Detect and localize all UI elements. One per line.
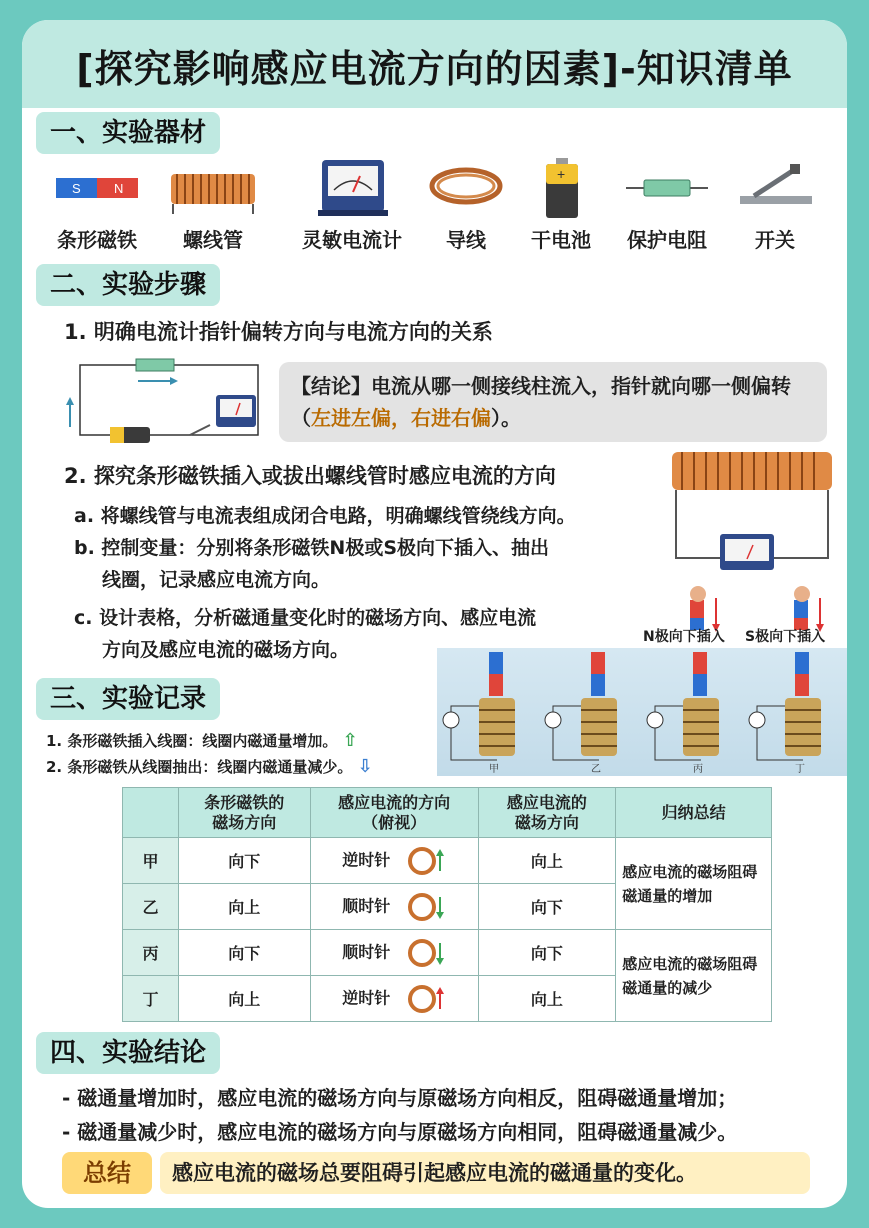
equipment-label: 保护电阻 (627, 228, 707, 252)
current-direction-cell (310, 976, 478, 1022)
counterclockwise-ring-icon (406, 845, 446, 877)
induced-field-cell: 向下 (478, 884, 616, 930)
resistor-icon (622, 156, 712, 216)
step2-c-line1: c. 设计表格，分析磁通量变化时的磁场方向、感应电流 (74, 607, 537, 629)
record-line1-text: 1. 条形磁铁插入线圈：线圈内磁通量增加。 (46, 732, 338, 750)
table-header-induced-field: 感应电流的 磁场方向 (478, 788, 616, 838)
step2-b-line2: 线圈，记录感应电流方向。 (102, 569, 331, 591)
step2-title: 2. 探究条形磁铁插入或拔出螺线管时感应电流的方向 (64, 464, 556, 488)
magnet-field-cell: 向上 (178, 884, 310, 930)
battery-plus-sign: + (557, 166, 566, 182)
summary-text: 感应电流的磁场总要阻碍引起感应电流的磁通量的变化。 (160, 1152, 810, 1194)
row-label: 乙 (123, 884, 179, 930)
section-steps-heading: 二、实验步骤 (36, 264, 220, 306)
equipment-label: 导线 (446, 228, 486, 252)
counterclockwise-ring-icon (406, 983, 446, 1015)
current-direction-cell (310, 884, 478, 930)
current-direction-text: 顺时针 (342, 942, 391, 961)
knowledge-card (22, 20, 847, 1208)
s-pole-down-label: S极向下插入 (745, 629, 826, 645)
conclusion-prefix: 【结论】电流从哪一侧接线柱流入，指针就向哪一侧偏转（ (291, 374, 791, 430)
magnet-s-letter: S (72, 181, 81, 196)
record-line2-text: 2. 条形磁铁从线圈抽出：线圈内磁通量减少。 (46, 758, 353, 776)
battery-icon (516, 156, 606, 222)
photo-label: 丁 (795, 764, 805, 775)
clockwise-ring-icon (406, 891, 446, 923)
step1-title: 1. 明确电流计指针偏转方向与电流方向的关系 (64, 320, 493, 344)
summary-cell: 感应电流的磁场阻碍磁通量的增加 (616, 838, 772, 930)
equipment-label: 条形磁铁 (57, 228, 137, 252)
conclusion-line-2: - 磁通量减少时，感应电流的磁场方向与原磁场方向相同，阻碍磁通量减少。 (62, 1120, 738, 1144)
record-line2 (46, 756, 373, 777)
induced-field-cell: 向上 (478, 838, 616, 884)
induced-field-cell: 向下 (478, 930, 616, 976)
bar-magnet-icon (52, 156, 142, 216)
equipment-galvanometer (287, 156, 417, 256)
photo-label: 甲 (489, 764, 499, 775)
magnet-field-cell: 向下 (178, 930, 310, 976)
clockwise-ring-icon (406, 937, 446, 969)
step1-conclusion (279, 362, 827, 442)
section-conclusion-heading: 四、实验结论 (36, 1032, 220, 1074)
equipment-label: 开关 (755, 228, 795, 252)
equipment-switch (720, 156, 830, 256)
equipment-resistor (612, 156, 722, 256)
row-label: 甲 (123, 838, 179, 884)
current-direction-cell (310, 838, 478, 884)
current-direction-text: 逆时针 (342, 850, 391, 869)
row-label: 丁 (123, 976, 179, 1022)
row-label: 丙 (123, 930, 179, 976)
step2-a: a. 将螺线管与电流表组成闭合电路，明确螺线管绕线方向。 (74, 505, 576, 527)
record-table (122, 787, 772, 1022)
table-header-summary: 归纳总结 (616, 788, 772, 838)
table-row (123, 838, 772, 884)
induced-field-cell: 向上 (478, 976, 616, 1022)
equipment-label: 螺线管 (183, 228, 243, 252)
conclusion-line-1: - 磁通量增加时，感应电流的磁场方向与原磁场方向相反，阻碍磁通量增加； (62, 1086, 738, 1110)
table-header-row (123, 788, 772, 838)
equipment-label: 灵敏电流计 (302, 228, 402, 252)
table-header-magnet-field: 条形磁铁的 磁场方向 (178, 788, 310, 838)
magnet-field-cell: 向上 (178, 976, 310, 1022)
circuit-diagram (60, 355, 270, 447)
step2-c-line2: 方向及感应电流的磁场方向。 (102, 639, 350, 661)
magnet-field-cell: 向下 (178, 838, 310, 884)
equipment-solenoid (158, 156, 268, 256)
arrow-up-icon: ⇧ (342, 730, 358, 751)
solenoid-icon (163, 156, 263, 216)
equipment-bar-magnet (42, 156, 152, 256)
current-direction-text: 顺时针 (342, 896, 391, 915)
summary-label: 总结 (62, 1152, 152, 1194)
experiment-photo-illustration (437, 648, 847, 776)
section-equipment-heading: 一、实验器材 (36, 112, 220, 154)
conclusion-suffix: ）。 (491, 406, 521, 430)
equipment-wire (411, 156, 521, 256)
current-direction-cell (310, 930, 478, 976)
photo-label: 丙 (693, 764, 703, 775)
experiment-photo-strip (437, 648, 847, 776)
conclusion-highlight: 左进左偏，右进右偏 (311, 406, 491, 430)
arrow-down-icon: ⇩ (357, 756, 373, 777)
switch-icon (730, 156, 820, 216)
page-title: [探究影响感应电流方向的因素]-知识清单 (76, 47, 793, 91)
summary-cell: 感应电流的磁场阻碍磁通量的减少 (616, 930, 772, 1022)
step2-b-line1: b. 控制变量：分别将条形磁铁N极或S极向下插入、抽出 (74, 537, 550, 559)
equipment-label: 干电池 (531, 228, 591, 252)
table-header-current-direction: 感应电流的方向 （俯视） (310, 788, 478, 838)
galvanometer-icon (302, 156, 402, 218)
magnet-n-letter: N (114, 181, 124, 196)
table-header-empty (123, 788, 179, 838)
n-pole-down-label: N极向下插入 (643, 629, 725, 645)
section-record-heading: 三、实验记录 (36, 678, 220, 720)
photo-label: 乙 (591, 764, 601, 775)
solenoid-circuit-illustration (662, 448, 842, 648)
equipment-battery (506, 156, 616, 256)
table-row (123, 930, 772, 976)
current-direction-text: 逆时针 (342, 988, 391, 1007)
wire-icon (421, 156, 511, 216)
record-line1 (46, 730, 358, 751)
